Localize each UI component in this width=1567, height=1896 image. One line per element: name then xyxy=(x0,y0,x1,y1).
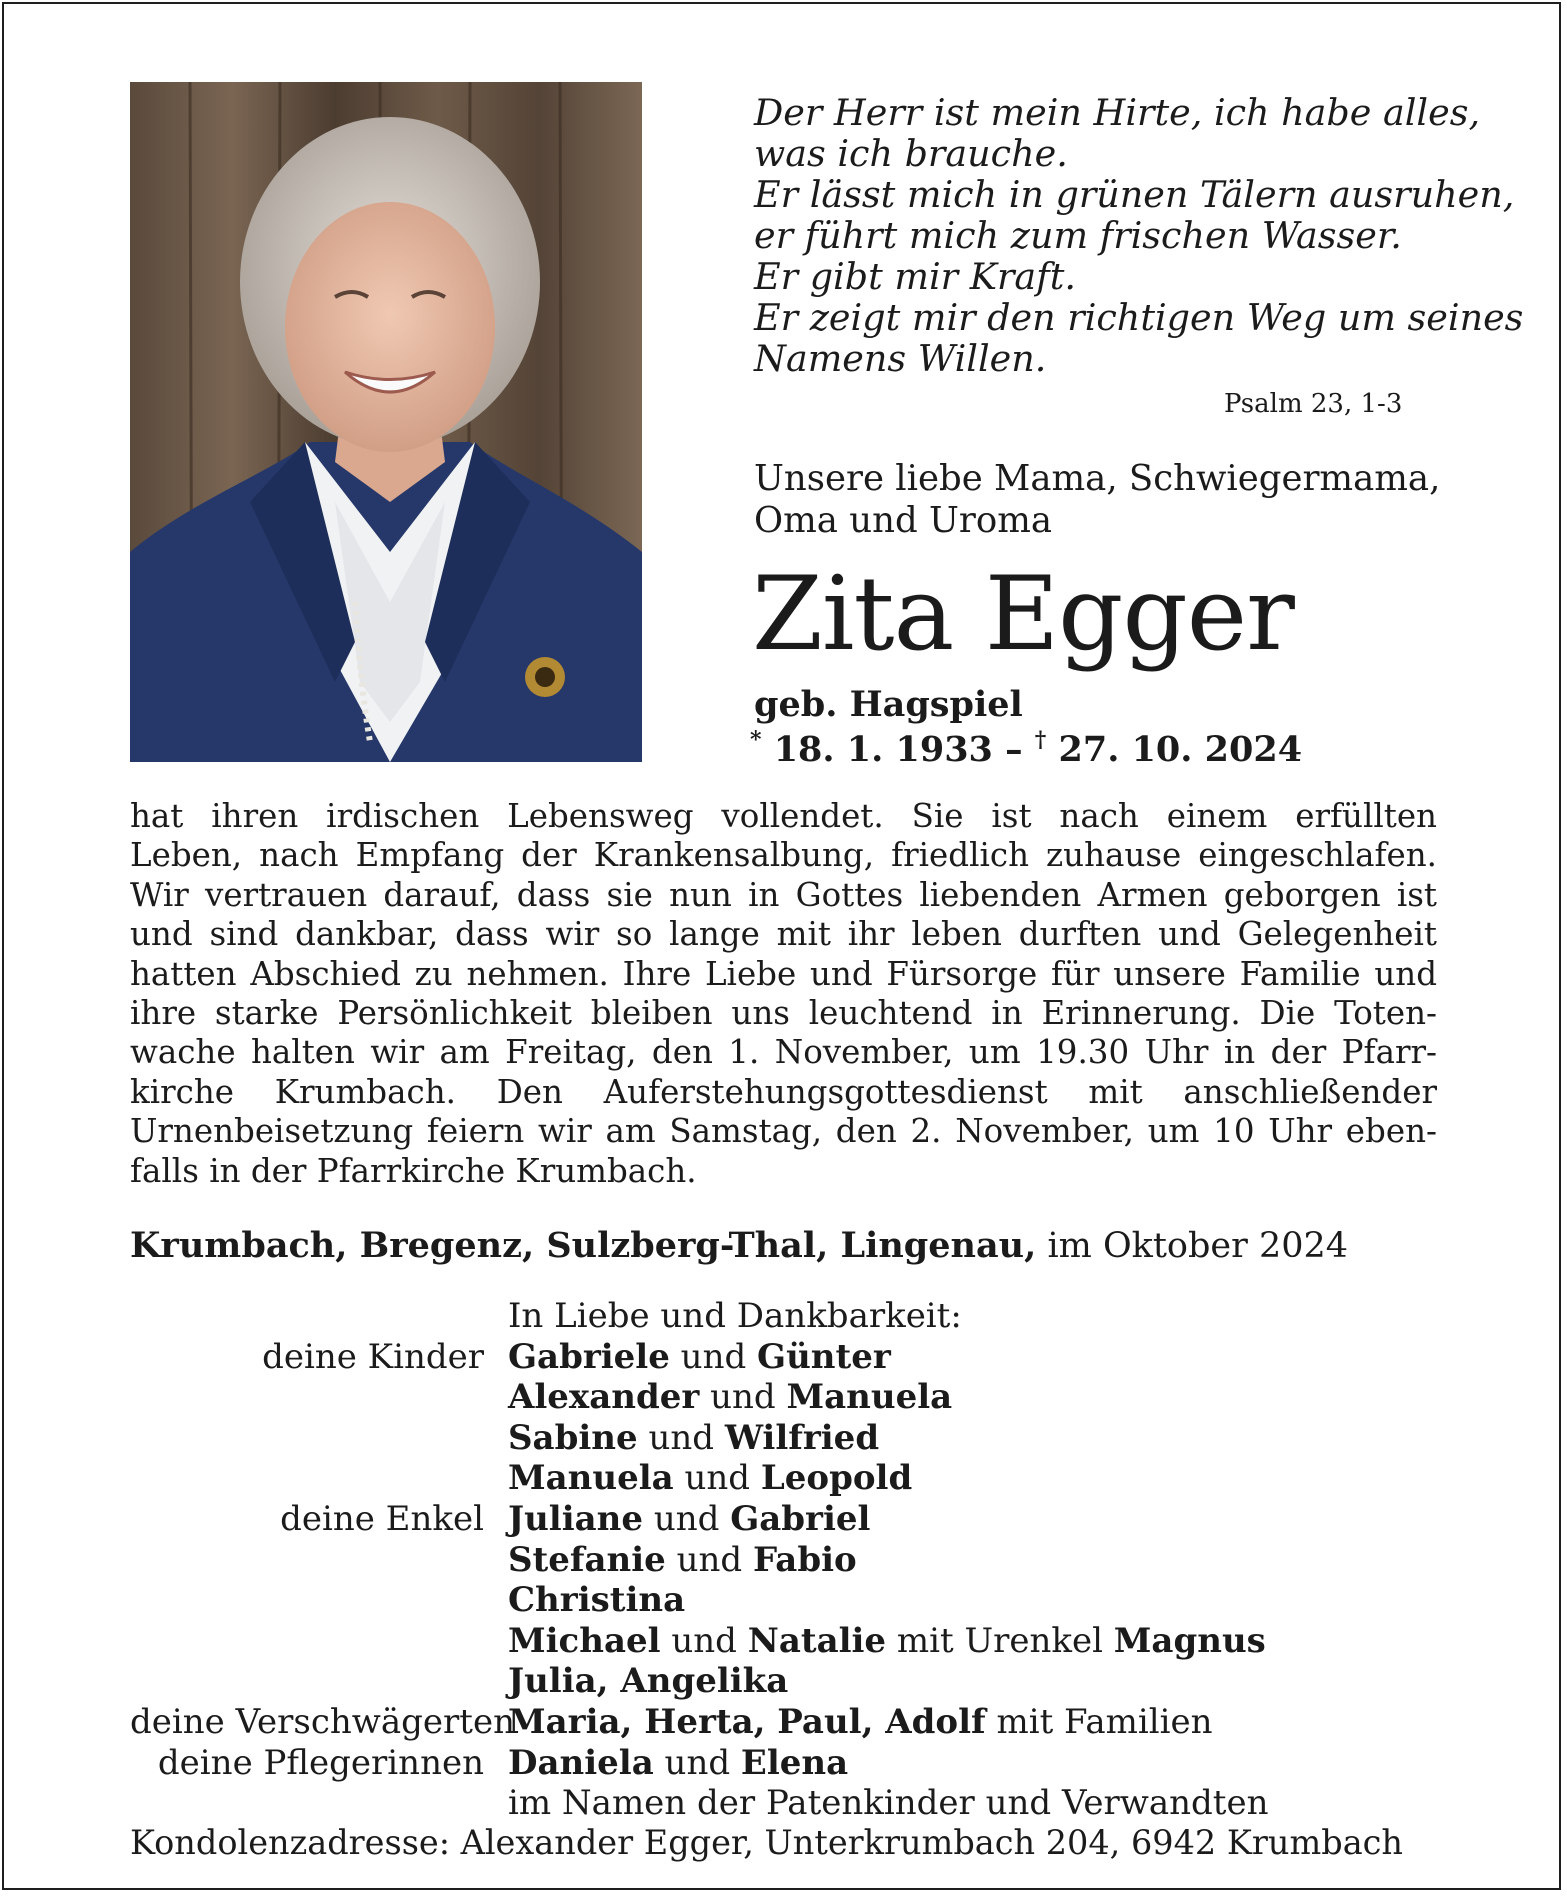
life-dates xyxy=(750,727,1302,770)
family-row xyxy=(130,1458,1450,1499)
body-line: wache halten wir am Freitag, den 1. November, um 19.30 Uhr in der Pfarr- xyxy=(130,1033,1437,1072)
intro-text xyxy=(754,458,1441,542)
row-label xyxy=(130,1418,508,1459)
row-label xyxy=(130,1377,508,1418)
deceased-name: Zita Egger xyxy=(752,555,1294,674)
body-line: falls in der Pfarrkirche Krumbach. xyxy=(130,1151,697,1190)
places: Krumbach, Bregenz, Sulzberg-Thal, Lingenau, xyxy=(130,1225,1037,1266)
family-row xyxy=(130,1580,1450,1621)
connector-text: und xyxy=(648,1417,714,1458)
row-label xyxy=(130,1580,508,1621)
body-line: Urnenbeisetzung feiern wir am Samstag, den 2. November, um 10 Uhr eben- xyxy=(130,1112,1437,1151)
mourner-name: Fabio xyxy=(753,1539,857,1580)
body-line: hatten Abschied zu nehmen. Ihre Liebe und Fürsorge für unsere Familie und xyxy=(130,954,1437,993)
row-value xyxy=(508,1580,685,1621)
mourner-name: Sabine xyxy=(508,1417,638,1458)
connector-text: und xyxy=(664,1742,731,1783)
psalm-line: was ich brauche. xyxy=(754,132,1068,175)
mourner-name: Alexander xyxy=(508,1377,700,1418)
family-row xyxy=(130,1540,1450,1581)
birth-symbol: * xyxy=(750,727,762,753)
psalm-verse xyxy=(754,91,1524,380)
row-label xyxy=(130,1540,508,1581)
family-row xyxy=(130,1661,1450,1702)
connector-text: und xyxy=(676,1539,743,1580)
date: im Oktober 2024 xyxy=(1047,1226,1349,1266)
mourner-name: Wilfried xyxy=(724,1417,880,1458)
row-label xyxy=(130,1621,508,1662)
row-value xyxy=(508,1621,1266,1662)
birth-date: 18. 1. 1933 xyxy=(773,729,993,770)
row-value xyxy=(508,1540,857,1581)
body-line: Leben, nach Empfang der Krankensalbung, friedlich zuhause eingeschlafen. xyxy=(130,836,1437,875)
label-children: deine Kinder xyxy=(262,1336,484,1377)
body-line: hat ihren irdischen Lebensweg vollendet. Sie ist nach einem erfüllten xyxy=(130,797,1437,835)
row-value xyxy=(508,1458,912,1499)
mourner-name: Stefanie xyxy=(508,1539,666,1580)
psalm-line: Er gibt mir Kraft. xyxy=(754,255,1076,298)
label-grandchildren: deine Enkel xyxy=(280,1498,484,1539)
maiden-name: geb. Hagspiel xyxy=(754,684,1023,725)
row-label xyxy=(130,1458,508,1499)
connector-text: und xyxy=(680,1336,747,1377)
family-row xyxy=(130,1702,1450,1743)
death-symbol: † xyxy=(1034,727,1047,753)
mourner-name: Gabriel xyxy=(730,1498,871,1539)
psalm-line: Namens Willen. xyxy=(754,337,1047,380)
intro-line-1: Unsere liebe Mama, Schwiegermama, xyxy=(754,458,1441,499)
mourner-name: Daniela xyxy=(508,1742,654,1783)
body-line: Wir vertrauen darauf, dass sie nun in Gottes liebenden Armen geborgen ist xyxy=(130,875,1437,914)
psalm-line: Er zeigt mir den richtigen Weg um seines xyxy=(754,296,1524,339)
portrait-photo xyxy=(130,82,642,762)
mourner-name: Gabriele xyxy=(508,1336,670,1377)
label-caregivers: deine Pflegerinnen xyxy=(157,1742,484,1783)
psalm-line: Der Herr ist mein Hirte, ich habe alles, xyxy=(754,91,1481,134)
family-row xyxy=(130,1377,1450,1418)
closing-line: im Namen der Patenkinder und Verwandten xyxy=(508,1783,1269,1824)
connector-text: mit Familien xyxy=(996,1701,1213,1742)
place-and-date xyxy=(130,1225,1348,1266)
body-line: ihre starke Persönlichkeit bleiben uns leuchtend in Erinnerung. Die Toten- xyxy=(130,994,1437,1033)
family-row xyxy=(130,1783,1450,1824)
row-label xyxy=(130,1296,508,1337)
death-date: 27. 10. 2024 xyxy=(1058,729,1303,770)
obituary-body xyxy=(130,797,1437,1191)
connector-text: mit Urenkel xyxy=(896,1620,1103,1661)
mourner-name: Michael xyxy=(508,1620,661,1661)
date-dash: – xyxy=(1005,729,1023,770)
mourner-name: Günter xyxy=(757,1336,891,1377)
row-value xyxy=(508,1702,1213,1743)
row-value xyxy=(508,1743,848,1784)
row-value xyxy=(508,1337,891,1378)
mourner-name: Christina xyxy=(508,1580,686,1621)
psalm-line: Er lässt mich in grünen Tälern ausruhen, xyxy=(754,173,1515,216)
mourner-name: Manuela xyxy=(786,1377,953,1418)
mourner-name: Juliane xyxy=(508,1498,644,1539)
family-row xyxy=(130,1418,1450,1459)
row-label xyxy=(130,1783,508,1824)
connector-text: und xyxy=(710,1377,776,1418)
family-row xyxy=(130,1499,1450,1540)
mourners-list xyxy=(130,1296,1450,1824)
family-heading-row xyxy=(130,1296,1450,1337)
mourner-name: Julia, Angelika xyxy=(508,1661,789,1702)
family-row xyxy=(130,1743,1450,1784)
connector-text: und xyxy=(653,1498,720,1539)
label-inlaws: deine Verschwägerten xyxy=(130,1701,515,1742)
psalm-line: er führt mich zum frischen Wasser. xyxy=(754,214,1402,257)
mourner-name: Natalie xyxy=(747,1620,887,1661)
connector-text: und xyxy=(684,1458,751,1499)
mourner-name: Leopold xyxy=(760,1458,913,1499)
family-heading: In Liebe und Dankbarkeit: xyxy=(508,1296,962,1336)
mourner-name: Elena xyxy=(740,1742,849,1783)
row-value xyxy=(508,1418,879,1459)
intro-line-2: Oma und Uroma xyxy=(754,500,1053,541)
body-line: und sind dankbar, dass wir so lange mit ihr leben durften und Gelegenheit xyxy=(130,915,1437,954)
mourner-name: Magnus xyxy=(1113,1620,1266,1661)
mourner-name: Maria, Herta, Paul, Adolf xyxy=(508,1701,986,1742)
row-label xyxy=(130,1661,508,1702)
connector-text: und xyxy=(671,1620,737,1661)
psalm-reference: Psalm 23, 1-3 xyxy=(1224,389,1403,419)
row-value xyxy=(508,1377,952,1418)
family-row xyxy=(130,1621,1450,1662)
body-line: kirche Krumbach. Den Auferstehungsgottesdienst mit anschließender xyxy=(130,1072,1437,1111)
family-row xyxy=(130,1337,1450,1378)
mourner-name: Manuela xyxy=(508,1458,674,1499)
row-value xyxy=(508,1661,788,1702)
condolence-address: Kondolenzadresse: Alexander Egger, Unterkrumbach 204, 6942 Krumbach xyxy=(130,1823,1403,1862)
row-value xyxy=(508,1499,870,1540)
